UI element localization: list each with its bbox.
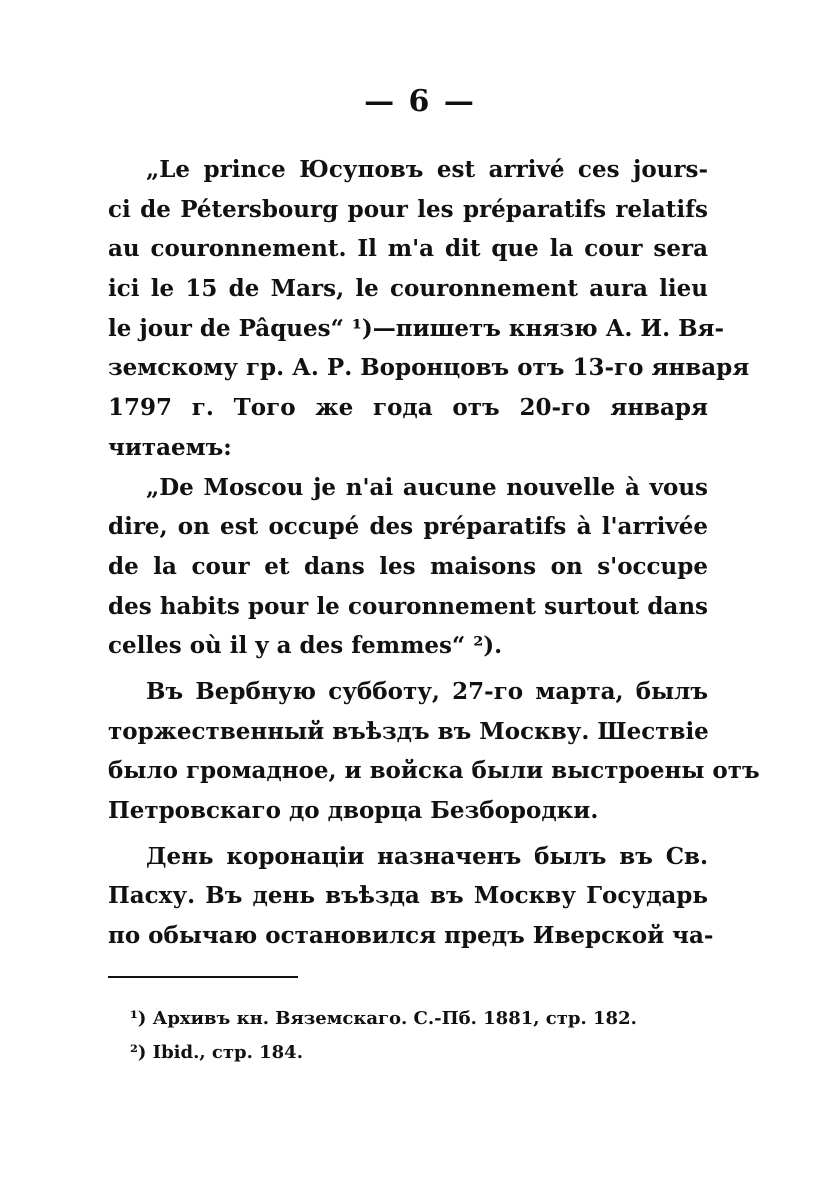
- text-line: по обычаю остановился предъ Иверской ча-: [108, 922, 714, 950]
- text-line: dire, on est occupé des préparatifs à l'arrivée: [108, 513, 708, 541]
- page-number: — 6 —: [364, 84, 476, 119]
- text-line: ci de Pétersbourg pour les préparatifs relatifs: [108, 195, 708, 223]
- body-text: [108, 150, 760, 956]
- text-line: de la cour et dans les maisons on s'occupe: [108, 552, 708, 580]
- text-line: „Le prince Юсуповъ est arrivé ces jours-: [146, 156, 708, 183]
- text-line: земскому гр. А. Р. Воронцовъ отъ 13-го января: [108, 354, 750, 382]
- paragraph-3: [108, 672, 760, 831]
- footnote-2: ²) Ibid., стр. 184.: [130, 1042, 303, 1063]
- text-line: au couronnement. Il m'a dit que la cour sera: [108, 235, 708, 263]
- text-line: celles où il y a des femmes“ ²).: [108, 632, 503, 660]
- text-line: 1797 г. Того же года отъ 20-го января: [108, 394, 708, 422]
- paragraph-4: [108, 837, 714, 956]
- paragraph-1: [108, 150, 750, 468]
- footnote-1: ¹) Архивъ кн. Вяземскаго. С.-Пб. 1881, стр. 182.: [130, 1008, 637, 1029]
- text-line: День коронаціи назначенъ былъ въ Св.: [146, 842, 708, 870]
- text-line: Петровскаго до дворца Безбородки.: [108, 797, 599, 824]
- footnote-divider: [108, 976, 298, 978]
- text-line: Въ Вербную субботу, 27-го марта, былъ: [146, 677, 708, 705]
- text-line: des habits pour le couronnement surtout dans: [108, 592, 708, 620]
- text-line: Пасху. Въ день въѣзда въ Москву Государь: [108, 882, 708, 910]
- text-line: „De Moscou je n'ai aucune nouvelle à vous: [146, 473, 708, 501]
- footnotes: [130, 1002, 690, 1070]
- text-line: le jour de Pâques“ ¹)—пишетъ князю А. И. Вя-: [108, 314, 725, 342]
- text-line: ici le 15 de Mars, le couronnement aura lieu: [108, 275, 708, 303]
- text-line: читаемъ:: [108, 433, 232, 461]
- text-line: было громадное, и войска были выстроены отъ: [108, 757, 760, 785]
- paragraph-2: [108, 468, 708, 666]
- text-line: торжественный въѣздъ въ Москву. Шествіе: [108, 717, 709, 745]
